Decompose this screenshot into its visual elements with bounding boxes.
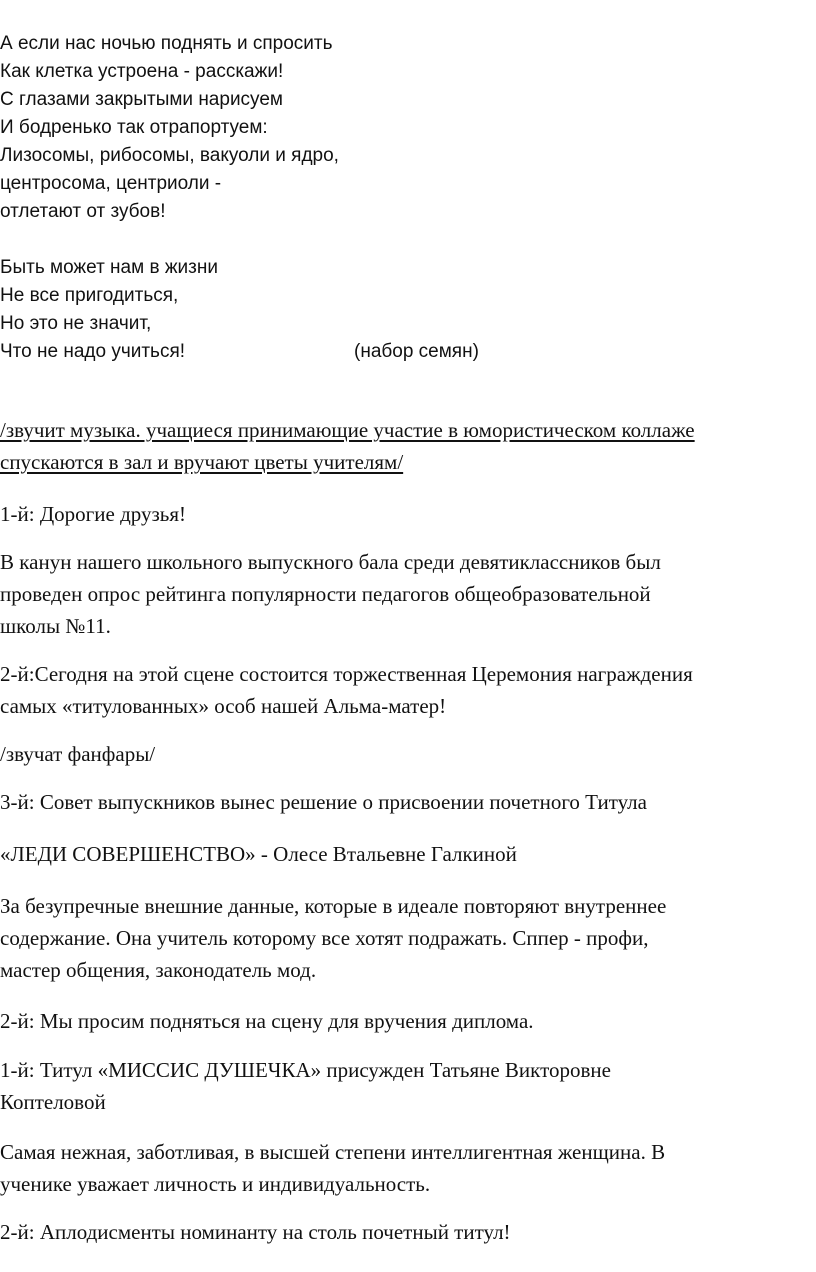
poem-line: центросома, центриоли - <box>0 173 222 194</box>
paragraph-line: «ЛЕДИ СОВЕРШЕНСТВО» - Олесе Втальевне Галкиной <box>0 842 517 866</box>
paragraph-line: Коптеловой <box>0 1090 106 1114</box>
paragraph-line: 1-й: Титул «МИССИС ДУШЕЧКА» присужден Татьяне Викторовне <box>0 1058 611 1082</box>
poem-line: Лизосомы, рибосомы, вакуоли и ядро, <box>0 145 339 166</box>
paragraph-line: школы №11. <box>0 614 111 638</box>
poem-line: Что не надо учиться! <box>0 341 186 362</box>
paragraph <box>0 1005 816 1037</box>
paragraph-line: /звучат фанфары/ <box>0 742 156 766</box>
paragraph-line: самых «титулованных» особ нашей Альма-матер! <box>0 694 447 718</box>
paragraph <box>0 890 816 986</box>
poem-line: Но это не значит, <box>0 313 152 334</box>
paragraph <box>0 738 816 770</box>
poem-line: И бодренько так отрапортуем: <box>0 117 268 138</box>
poem-line: Быть может нам в жизни <box>0 257 218 278</box>
poem-line: А если нас ночью поднять и спросить <box>0 33 333 54</box>
poem-line: Не все пригодиться, <box>0 285 179 306</box>
paragraph-line: Самая нежная, заботливая, в высшей степени интеллигентная женщина. В <box>0 1140 666 1164</box>
poem-line: Как клетка устроена - расскажи! <box>0 61 284 82</box>
paragraph <box>0 1054 816 1118</box>
paragraph-line: 2-й: Аплодисменты номинанту на столь почетный титул! <box>0 1220 511 1244</box>
stage-note: (набор семян) <box>354 341 479 362</box>
paragraph-line: 1-й: Дорогие друзья! <box>0 502 186 526</box>
paragraph-line: проведен опрос рейтинга популярности педагогов общеобразовательной <box>0 582 651 606</box>
paragraph <box>0 498 816 530</box>
paragraph-line: ученике уважает личность и индивидуальность. <box>0 1172 431 1196</box>
paragraph <box>0 1136 816 1200</box>
paragraph-line: 3-й: Совет выпускников вынес решение о присвоении почетного Титула <box>0 790 647 814</box>
paragraph <box>0 658 816 722</box>
paragraph-line: В канун нашего школьного выпускного бала среди девятиклассников был <box>0 550 661 574</box>
paragraph <box>0 546 816 642</box>
paragraph <box>0 786 816 818</box>
paragraph-line: содержание. Она учитель которому все хотят подражать. Сппер - профи, <box>0 926 649 950</box>
poem-line: отлетают от зубов! <box>0 201 166 222</box>
paragraph-line: За безупречные внешние данные, которые в идеале повторяют внутреннее <box>0 894 667 918</box>
paragraph <box>0 1216 816 1248</box>
paragraph-line: 2-й: Мы просим подняться на сцену для вручения диплома. <box>0 1009 534 1033</box>
stage-direction-line-1: /звучит музыка. учащиеся принимающие участие в юмористическом коллаже <box>0 418 695 442</box>
stage-direction-line-2: спускаются в зал и вручают цветы учителям/ <box>0 450 404 474</box>
poem-line: С глазами закрытыми нарисуем <box>0 89 283 110</box>
paragraph-line: мастер общения, законодатель мод. <box>0 958 317 982</box>
paragraph-line: 2-й:Сегодня на этой сцене состоится торжественная Церемония награждения <box>0 662 693 686</box>
paragraph <box>0 838 816 870</box>
